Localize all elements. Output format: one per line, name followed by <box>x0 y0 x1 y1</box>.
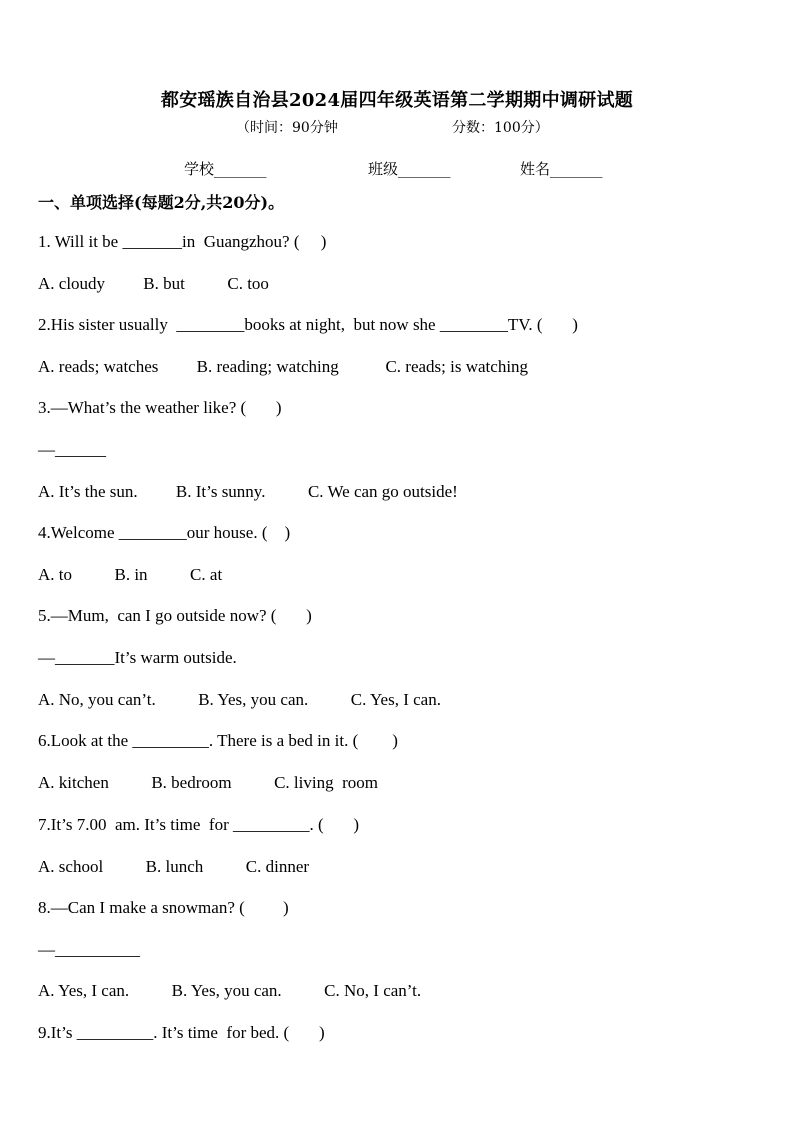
question-7: 7.It’s 7.00 am. It’s time for _________. ( ) <box>38 815 360 834</box>
page-title: 都安瑶族自治县2024届四年级英语第二学期期中调研试题 <box>160 90 634 111</box>
options-5: A. No, you can’t. B. Yes, you can. C. Yes, I can. <box>38 690 441 709</box>
question-2: 2.His sister usually ________books at night, but now she ________TV. ( ) <box>38 315 578 334</box>
exam-score: 分数：100分） <box>452 120 549 136</box>
question-4: 4.Welcome ________our house. ( ) <box>38 523 291 542</box>
question-9: 9.It’s _________. It’s time for bed. ( ) <box>38 1023 325 1042</box>
exam-time: （时间：90分钟 <box>236 120 338 136</box>
question-6: 6.Look at the _________. There is a bed in it. ( ) <box>38 731 398 750</box>
options-6: A. kitchen B. bedroom C. living room <box>38 773 378 792</box>
section-heading: 一、单项选择(每题2分,共20分)。 <box>38 193 285 212</box>
options-3: A. It’s the sun. B. It’s sunny. C. We can go outside! <box>38 482 458 501</box>
options-2: A. reads; watches B. reading; watching C. reads; is watching <box>38 357 529 376</box>
question-5: 5.—Mum, can I go outside now? ( ) <box>38 606 312 625</box>
name-field: 姓名_______ <box>520 160 603 178</box>
question-3: 3.—What’s the weather like? ( ) <box>38 398 282 417</box>
options-1: A. cloudy B. but C. too <box>38 274 269 293</box>
options-7: A. school B. lunch C. dinner <box>38 857 310 876</box>
answer-line-8: —__________ <box>38 940 140 959</box>
question-1: 1. Will it be _______in Guangzhou? ( ) <box>38 232 327 251</box>
options-8: A. Yes, I can. B. Yes, you can. C. No, I can’t. <box>38 981 422 1000</box>
answer-line-5: —_______It’s warm outside. <box>38 648 237 667</box>
question-8: 8.—Can I make a snowman? ( ) <box>38 898 289 917</box>
options-4: A. to B. in C. at <box>38 565 223 584</box>
answer-line-3: —______ <box>38 440 106 459</box>
school-field: 学校_______ <box>184 160 267 178</box>
class-field: 班级_______ <box>368 160 451 178</box>
